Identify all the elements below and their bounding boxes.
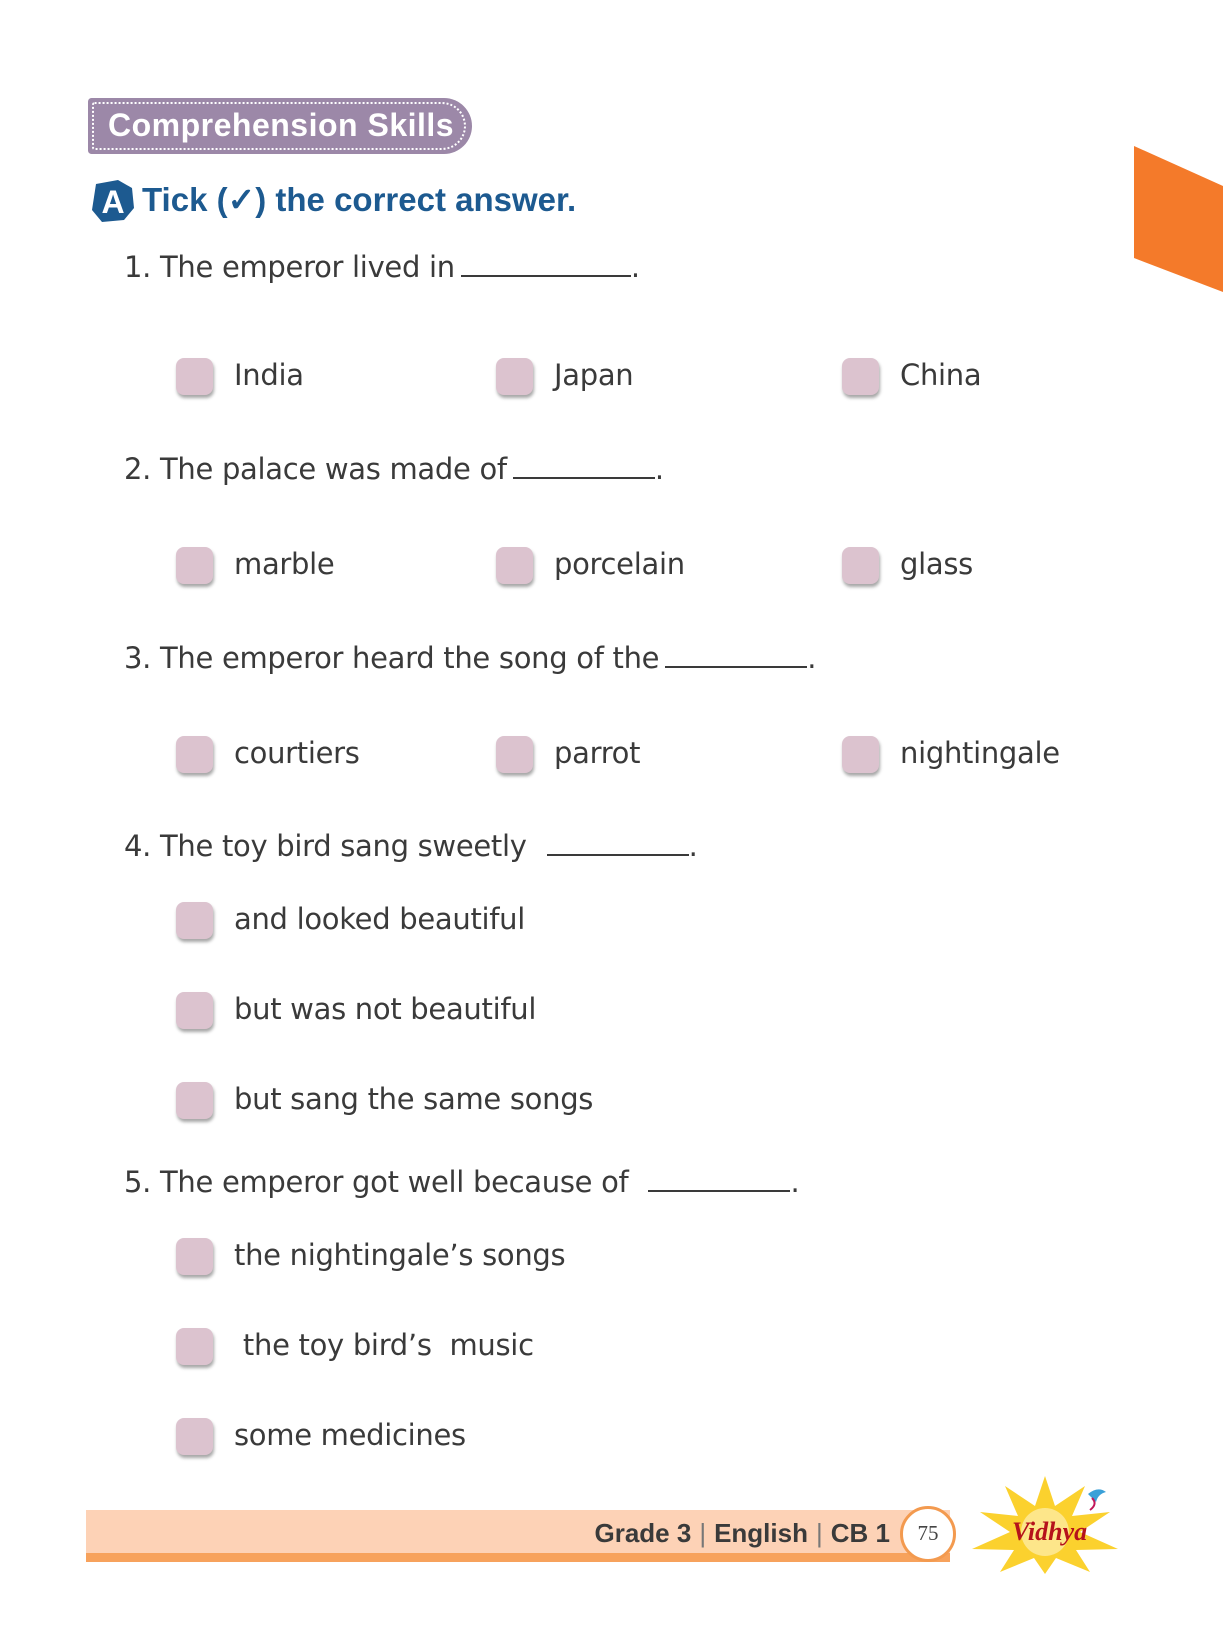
q4-option-2-tickbox[interactable] [176, 992, 213, 1029]
option-label: the nightingale’s songs [234, 1238, 566, 1272]
footer-grade: Grade 3 [594, 1518, 692, 1548]
q5-option-3-tickbox[interactable] [176, 1418, 213, 1455]
question-1-period: . [630, 250, 640, 284]
footer-stripe [86, 1553, 950, 1562]
question-4-text: 4. The toy bird sang sweetly [124, 829, 527, 863]
question-2-text: 2. The palace was made of [124, 452, 507, 486]
option-label: and looked beautiful [234, 902, 526, 936]
footer-separator: | [815, 1518, 823, 1548]
question-1 [124, 249, 640, 284]
section-title: Comprehension Skills [108, 107, 455, 143]
question-3 [124, 640, 816, 675]
question-2 [124, 451, 664, 486]
q4-option-1-tickbox[interactable] [176, 902, 213, 939]
q5-option-1-tickbox[interactable] [176, 1238, 213, 1275]
q1-option-japan-tickbox[interactable] [496, 358, 533, 395]
svg-text:A: A [101, 184, 125, 220]
q1-option-india-tickbox[interactable] [176, 358, 213, 395]
footer-bar [86, 1510, 950, 1562]
page-number: 75 [917, 1521, 939, 1545]
exercise-a-badge-icon [90, 178, 136, 224]
option-label: courtiers [234, 736, 360, 770]
footer-book: CB 1 [830, 1518, 890, 1548]
question-4-period: . [688, 829, 698, 863]
q1-option-china-tickbox[interactable] [842, 358, 879, 395]
option-label: but sang the same songs [234, 1082, 594, 1116]
footer-separator: | [699, 1518, 707, 1548]
q2-option-glass-tickbox[interactable] [842, 547, 879, 584]
option-label: porcelain [554, 547, 685, 581]
question-3-text: 3. The emperor heard the song of the [124, 641, 660, 675]
answer-blank [513, 451, 655, 479]
option-label: the toy bird’s music [234, 1328, 534, 1362]
q3-option-courtiers-tickbox[interactable] [176, 736, 213, 773]
question-5-text: 5. The emperor got well because of [124, 1165, 629, 1199]
q4-option-3-tickbox[interactable] [176, 1082, 213, 1119]
option-label: China [900, 358, 982, 392]
option-label: but was not beautiful [234, 992, 537, 1026]
question-5-period: . [790, 1165, 800, 1199]
q3-option-parrot-tickbox[interactable] [496, 736, 533, 773]
answer-blank [461, 249, 631, 277]
q2-option-marble-tickbox[interactable] [176, 547, 213, 584]
answer-blank [547, 828, 689, 856]
svg-text:Vidhya: Vidhya [1012, 1517, 1088, 1546]
vidhya-logo-icon [960, 1474, 1130, 1574]
footer-subject: English [714, 1518, 808, 1548]
question-5 [124, 1164, 799, 1199]
q3-option-nightingale-tickbox[interactable] [842, 736, 879, 773]
q5-option-2-tickbox[interactable] [176, 1328, 213, 1365]
question-2-period: . [654, 452, 664, 486]
q2-option-porcelain-tickbox[interactable] [496, 547, 533, 584]
option-label: parrot [554, 736, 641, 770]
section-title-tab [88, 98, 472, 154]
option-label: India [234, 358, 304, 392]
instruction-text: Tick (✓) the correct answer. [142, 181, 577, 218]
option-label: nightingale [900, 736, 1060, 770]
option-label: marble [234, 547, 335, 581]
option-label: glass [900, 547, 973, 581]
corner-page-tab [1134, 146, 1223, 294]
footer-book-info [594, 1518, 890, 1549]
answer-blank [648, 1164, 790, 1192]
question-3-period: . [807, 641, 817, 675]
page-number-badge [900, 1506, 956, 1562]
option-label: some medicines [234, 1418, 466, 1452]
question-1-text: 1. The emperor lived in [124, 250, 455, 284]
answer-blank [665, 640, 807, 668]
option-label: Japan [554, 358, 634, 392]
question-4 [124, 828, 698, 863]
